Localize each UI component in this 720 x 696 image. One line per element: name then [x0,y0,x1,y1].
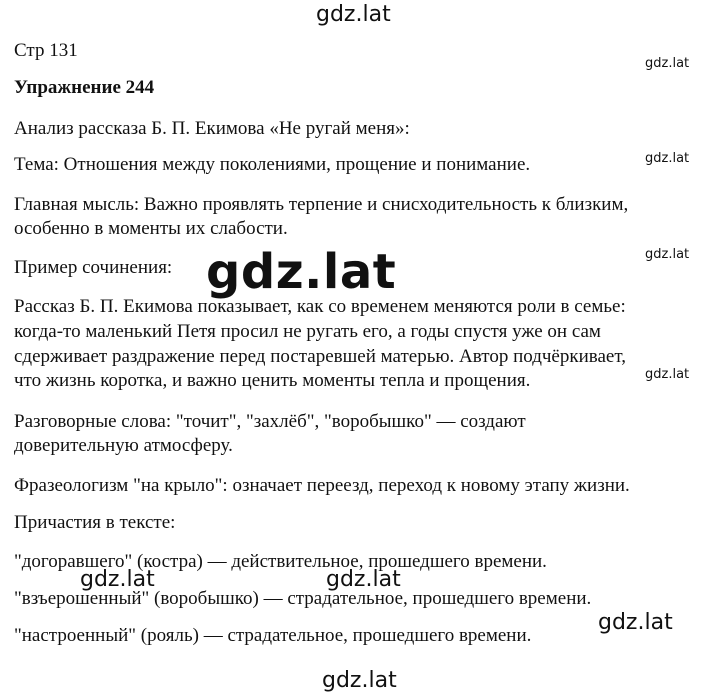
watermark-right-2: gdz.lat [645,151,690,166]
participle-line-1: "догоравшего" (костра) — действительное, прошедшего времени. [14,551,547,572]
watermark-right-3: gdz.lat [645,247,690,262]
idiom-line: Фразеологизм "на крыло": означает переезд, переход к новому этапу жизни. [14,475,630,496]
watermark-right-1: gdz.lat [645,56,690,71]
analysis-heading: Анализ рассказа Б. П. Екимова «Не ругай меня»: [14,118,410,139]
participle-line-2: "взъерошенный" (воробышко) — страдательное, прошедшего времени. [14,588,592,609]
theme-line: Тема: Отношения между поколениями, прощение и понимание. [14,154,531,175]
watermark-bottom-right: gdz.lat [598,610,673,635]
colloquial-line-2: доверительную атмосферу. [14,435,233,456]
watermark-right-4: gdz.lat [645,367,690,382]
watermark-center-large: gdz.lat [206,244,397,300]
page-number: Стр 131 [14,40,78,61]
exercise-title: Упражнение 244 [14,77,155,98]
watermark-top: gdz.lat [316,2,391,27]
participles-heading: Причастия в тексте: [14,512,176,533]
essay-line-3: сдерживает раздражение перед постаревшей матерью. Автор подчёркивает, [14,346,626,367]
main-idea-line-1: Главная мысль: Важно проявлять терпение и снисходительность к близким, [14,194,629,215]
essay-line-4: что жизнь коротка, и важно ценить моменты тепла и прощения. [14,370,531,391]
main-idea-line-2: особенно в моменты их слабости. [14,218,288,239]
essay-line-1: Рассказ Б. П. Екимова показывает, как со временем меняются роли в семье: [14,296,626,317]
watermark-footer: gdz.lat [322,668,397,693]
watermark-bottom-left: gdz.lat [80,567,155,592]
colloquial-line-1: Разговорные слова: "точит", "захлёб", "воробышко" — создают [14,411,526,432]
essay-line-2: когда-то маленький Петя просил не ругать его, а годы спустя уже он сам [14,321,601,342]
watermark-bottom-center: gdz.lat [326,567,401,592]
essay-heading: Пример сочинения: [14,257,173,278]
participle-line-3: "настроенный" (рояль) — страдательное, прошедшего времени. [14,625,532,646]
